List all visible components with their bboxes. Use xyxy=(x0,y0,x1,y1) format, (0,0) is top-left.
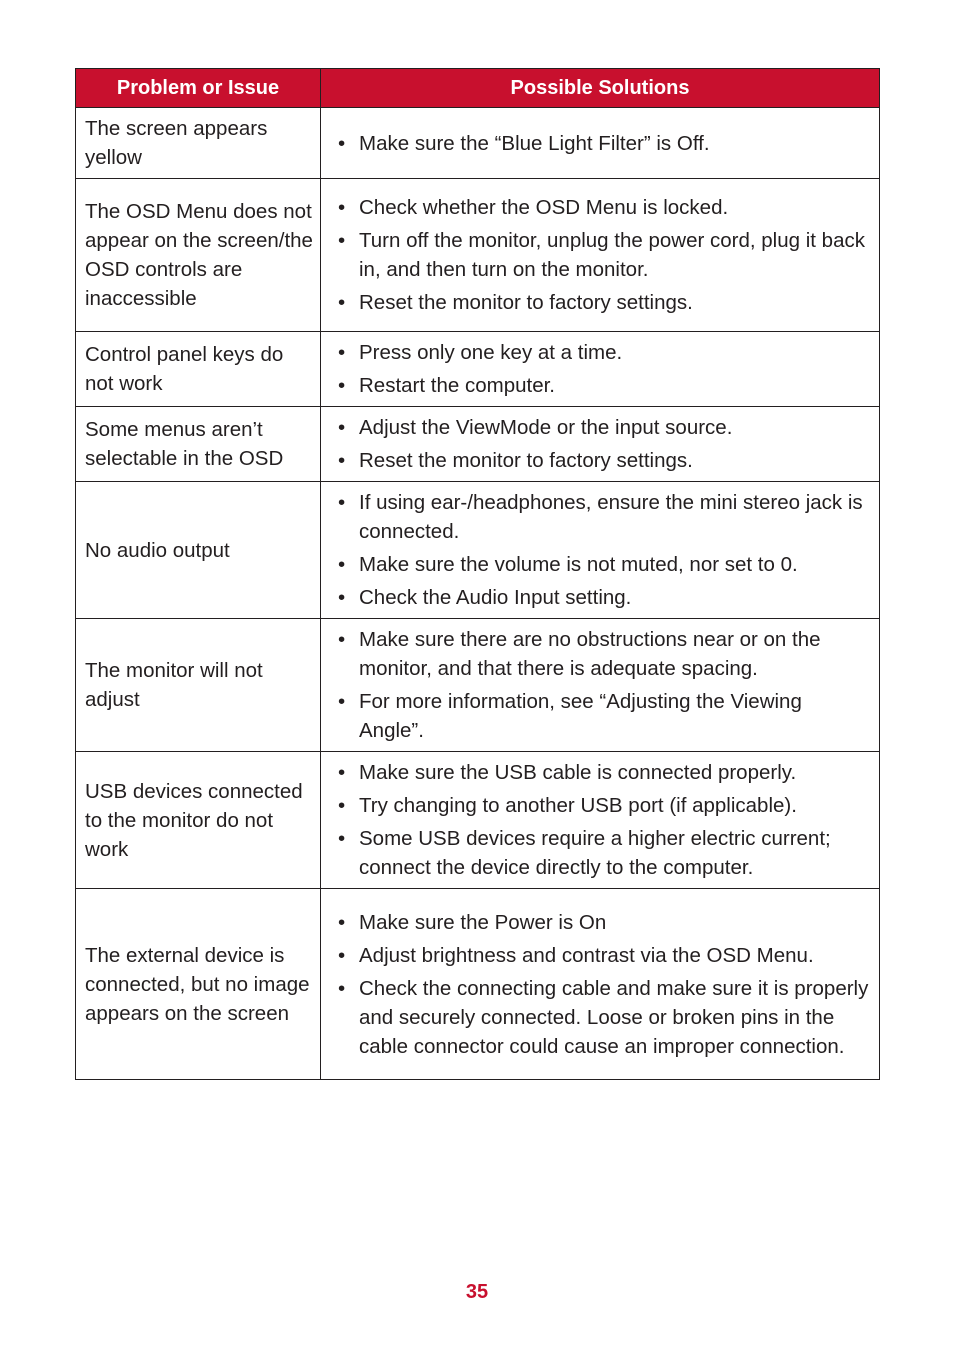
list-item xyxy=(330,193,871,222)
solutions-list xyxy=(330,908,871,1061)
solutions-cell xyxy=(321,332,880,407)
list-item xyxy=(330,550,871,579)
table-row xyxy=(76,179,880,332)
problem-cell: USB devices connected to the monitor do not work xyxy=(76,752,321,889)
bullet-icon: • xyxy=(338,229,346,252)
solutions-cell xyxy=(321,482,880,619)
list-item xyxy=(330,625,871,683)
solution-text: Check whether the OSD Menu is locked. xyxy=(359,196,729,219)
bullet-icon: • xyxy=(338,827,346,850)
solutions-cell xyxy=(321,889,880,1080)
solutions-cell xyxy=(321,179,880,332)
solution-text: Try changing to another USB port (if applicable). xyxy=(359,794,797,817)
list-item xyxy=(330,941,871,970)
bullet-icon: • xyxy=(338,196,346,219)
solution-text: Make sure the “Blue Light Filter” is Off. xyxy=(359,131,710,155)
solutions-list xyxy=(330,413,871,475)
solution-text: Check the connecting cable and make sure it is properly and securely connected. Loose or broken pins in the cable connector could cause an improper connection. xyxy=(359,976,869,1058)
problem-cell: Some menus aren’t selectable in the OSD xyxy=(76,407,321,482)
bullet-icon: • xyxy=(338,586,346,609)
bullet-icon: • xyxy=(338,131,346,155)
problem-cell: The screen appears yellow xyxy=(76,108,321,179)
table-row xyxy=(76,889,880,1080)
solutions-list xyxy=(330,129,871,158)
troubleshooting-table-container xyxy=(75,68,879,1080)
bullet-icon: • xyxy=(338,449,346,472)
solution-text: Turn off the monitor, unplug the power cord, plug it back in, and then turn on the monitor. xyxy=(359,229,865,281)
header-solutions: Possible Solutions xyxy=(321,69,880,108)
table-row xyxy=(76,752,880,889)
solution-text: Adjust the ViewMode or the input source. xyxy=(359,416,733,439)
solution-text: Make sure the volume is not muted, nor set to 0. xyxy=(359,553,798,576)
bullet-icon: • xyxy=(338,553,346,576)
page-number: 35 xyxy=(465,1281,489,1303)
table-row xyxy=(76,619,880,752)
solutions-cell xyxy=(321,752,880,889)
table-row xyxy=(76,108,880,179)
solution-text: Adjust brightness and contrast via the OSD Menu. xyxy=(359,943,814,967)
list-item xyxy=(330,129,871,158)
bullet-icon: • xyxy=(338,291,346,314)
problem-cell: The external device is connected, but no image appears on the screen xyxy=(76,889,321,1080)
list-item xyxy=(330,446,871,475)
solution-text: Reset the monitor to factory settings. xyxy=(359,449,693,472)
bullet-icon: • xyxy=(338,910,346,934)
solutions-list xyxy=(330,193,871,317)
bullet-icon: • xyxy=(338,416,346,439)
list-item xyxy=(330,824,871,882)
solution-text: Make sure the Power is On xyxy=(359,910,607,934)
solution-text: For more information, see “Adjusting the Viewing Angle”. xyxy=(359,690,802,742)
solutions-cell xyxy=(321,108,880,179)
solution-text: Reset the monitor to factory settings. xyxy=(359,291,693,314)
solutions-cell xyxy=(321,407,880,482)
bullet-icon: • xyxy=(338,341,346,364)
list-item xyxy=(330,791,871,820)
bullet-icon: • xyxy=(338,628,346,651)
list-item xyxy=(330,908,871,937)
list-item xyxy=(330,758,871,787)
bullet-icon: • xyxy=(338,761,346,784)
table-row xyxy=(76,407,880,482)
list-item xyxy=(330,687,871,745)
solutions-list xyxy=(330,338,871,400)
list-item xyxy=(330,226,871,284)
bullet-icon: • xyxy=(338,794,346,817)
table-row xyxy=(76,332,880,407)
problem-cell: The monitor will not adjust xyxy=(76,619,321,752)
solutions-cell xyxy=(321,619,880,752)
solution-text: If using ear-/headphones, ensure the mini stereo jack is connected. xyxy=(359,491,863,543)
list-item xyxy=(330,413,871,442)
troubleshooting-table xyxy=(75,68,880,1080)
solution-text: Restart the computer. xyxy=(359,374,555,397)
solutions-list xyxy=(330,488,871,612)
list-item xyxy=(330,488,871,546)
solution-text: Some USB devices require a higher electric current; connect the device directly to the computer. xyxy=(359,827,831,879)
bullet-icon: • xyxy=(338,976,346,1000)
solution-text: Press only one key at a time. xyxy=(359,341,623,364)
solution-text: Make sure there are no obstructions near or on the monitor, and that there is adequate spacing. xyxy=(359,628,821,680)
solutions-list xyxy=(330,625,871,745)
list-item xyxy=(330,974,871,1061)
bullet-icon: • xyxy=(338,491,346,514)
problem-cell: The OSD Menu does not appear on the screen/the OSD controls are inaccessible xyxy=(76,179,321,332)
solution-text: Check the Audio Input setting. xyxy=(359,586,632,609)
problem-cell: No audio output xyxy=(76,482,321,619)
solutions-list xyxy=(330,758,871,882)
bullet-icon: • xyxy=(338,374,346,397)
problem-cell: Control panel keys do not work xyxy=(76,332,321,407)
bullet-icon: • xyxy=(338,943,346,967)
bullet-icon: • xyxy=(338,690,346,713)
header-problem: Problem or Issue xyxy=(76,69,321,108)
list-item xyxy=(330,371,871,400)
solution-text: Make sure the USB cable is connected properly. xyxy=(359,761,797,784)
list-item xyxy=(330,288,871,317)
list-item xyxy=(330,583,871,612)
list-item xyxy=(330,338,871,367)
table-row xyxy=(76,482,880,619)
table-header-row xyxy=(76,69,880,108)
